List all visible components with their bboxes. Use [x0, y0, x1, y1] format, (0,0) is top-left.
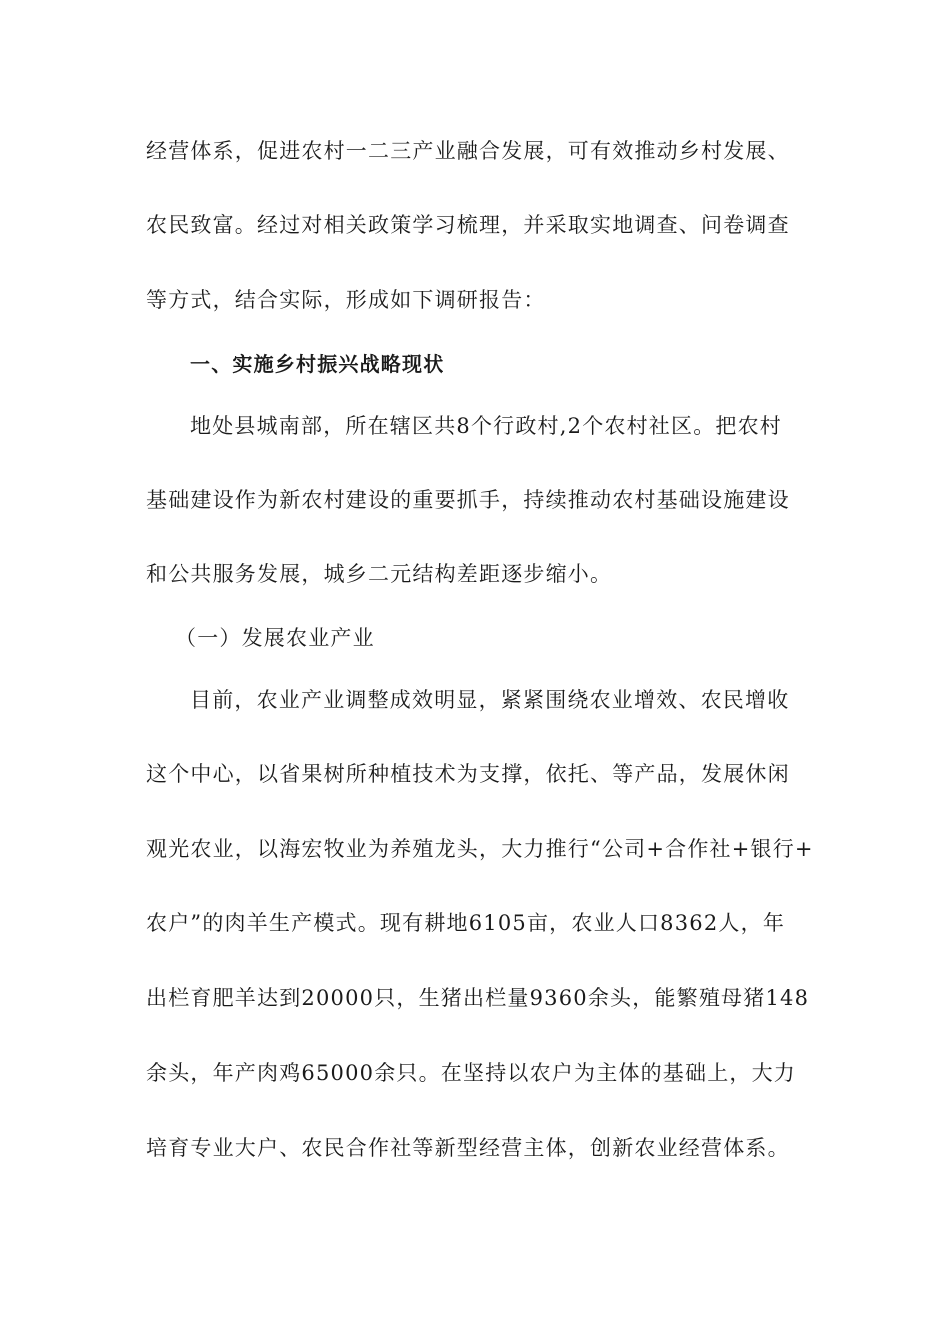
paragraph-line: 农户”的肉羊生产模式。现有耕地6105亩，农业人口8362人，年	[146, 911, 786, 935]
paragraph-line: 出栏育肥羊达到20000只，生猪出栏量9360余头，能繁殖母猪148	[146, 986, 810, 1010]
subsection-heading: （一）发展农业产业	[175, 626, 375, 650]
paragraph-line: 这个中心，以省果树所种植技术为支撑，依托、等产品，发展休闲	[146, 762, 790, 786]
paragraph-line: 目前，农业产业调整成效明显，紧紧围绕农业增效、农民增收	[190, 688, 790, 712]
paragraph-line: 农民致富。经过对相关政策学习梳理，并采取实地调查、问卷调查	[146, 213, 790, 237]
paragraph-line: 观光农业，以海宏牧业为养殖龙头，大力推行“公司+合作社+银行+	[146, 837, 814, 861]
section-heading: 一、实施乡村振兴战略现状	[190, 352, 445, 376]
paragraph-line: 经营体系，促进农村一二三产业融合发展，可有效推动乡村发展、	[146, 139, 790, 163]
paragraph-line: 和公共服务发展，城乡二元结构差距逐步缩小。	[146, 562, 613, 586]
paragraph-line: 地处县城南部，所在辖区共8个行政村,2个农村社区。把农村	[190, 414, 782, 438]
paragraph-line: 基础建设作为新农村建设的重要抓手，持续推动农村基础设施建设	[146, 488, 790, 512]
paragraph-line: 余头，年产肉鸡65000余只。在坚持以农户为主体的基础上，大力	[146, 1061, 797, 1085]
paragraph-line: 培育专业大户、农民合作社等新型经营主体，创新农业经营体系。	[146, 1136, 790, 1160]
paragraph-line: 等方式，结合实际，形成如下调研报告：	[146, 288, 546, 312]
